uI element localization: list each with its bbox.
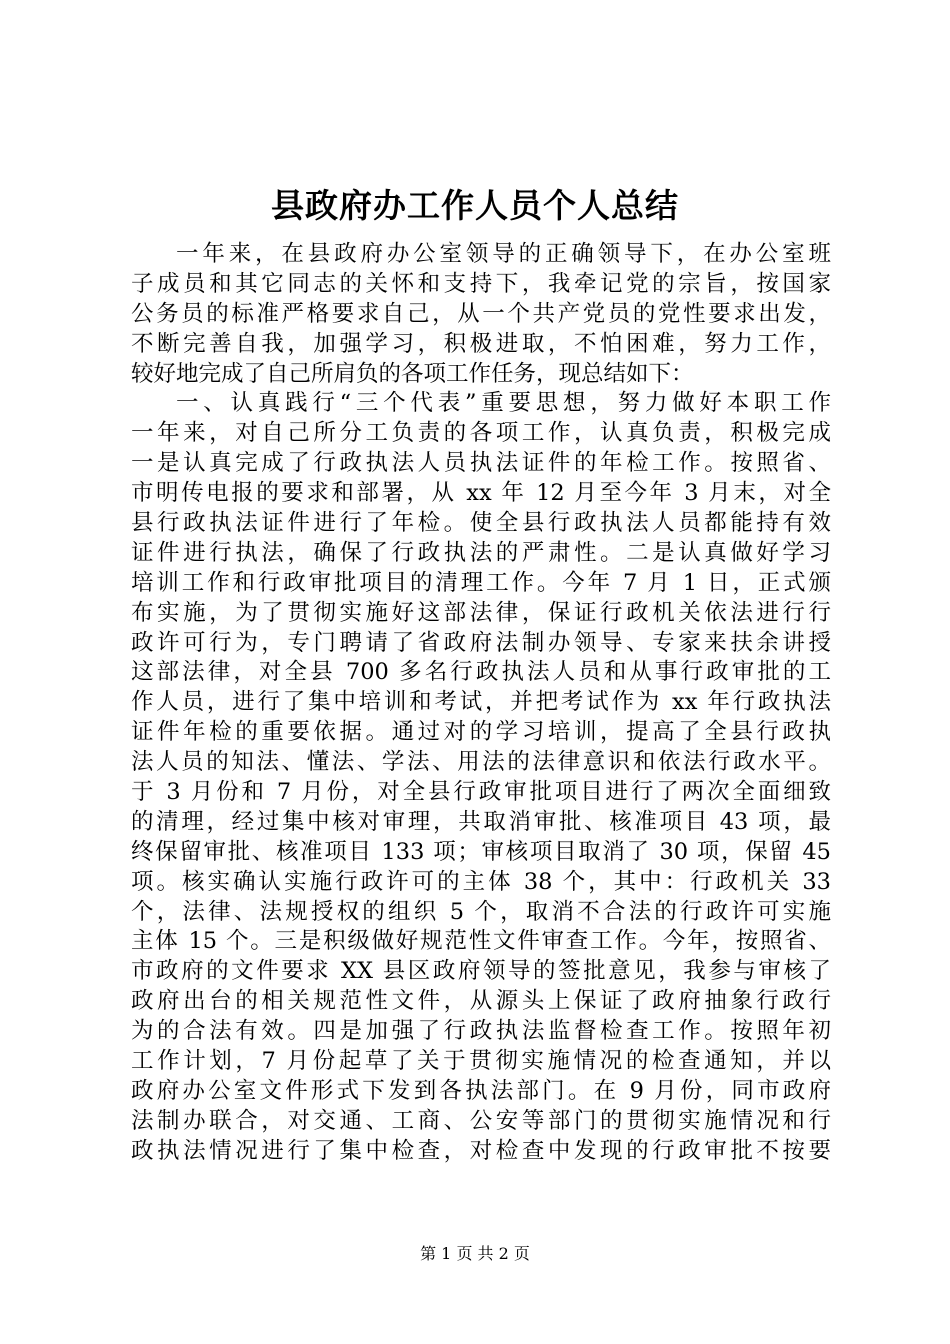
body-line: 政许可行为，专门聘请了省政府法制办领导、专家来扶余讲授 bbox=[131, 629, 831, 656]
body-line: 项。核实确认实施行政许可的主体 38 个，其中：行政机关 33 bbox=[131, 868, 831, 895]
body-line: 终保留审批、核准项目 133 项；审核项目取消了 30 项，保留 45 bbox=[131, 838, 831, 865]
body-line: 县行政执法证件进行了年检。使全县行政执法人员都能持有效 bbox=[131, 510, 831, 537]
body-line: 的清理，经过集中核对审理，共取消审批、核准项目 43 项，最 bbox=[131, 808, 831, 835]
body-line: 市明传电报的要求和部署，从 xx 年 12 月至今年 3 月末，对全 bbox=[131, 480, 831, 507]
body-line: 为的合法有效。四是加强了行政执法监督检查工作。按照年初 bbox=[131, 1018, 831, 1045]
body-line: 这部法律，对全县 700 多名行政执法人员和从事行政审批的工 bbox=[131, 659, 831, 686]
body-line: 证件进行执法，确保了行政执法的严肃性。二是认真做好学习 bbox=[131, 539, 831, 566]
page-number-footer: 第 1 页 共 2 页 bbox=[420, 1244, 530, 1263]
body-line: 布实施，为了贯彻实施好这部法律，保证行政机关依法进行行 bbox=[131, 599, 831, 626]
body-line: 政执法情况进行了集中检查，对检查中发现的行政审批不按要 bbox=[131, 1137, 831, 1164]
document-body bbox=[131, 240, 831, 1167]
body-line: 较好地完成了自己所肩负的各项工作任务，现总结如下： bbox=[131, 360, 694, 387]
body-line: 公务员的标准严格要求自己，从一个共产党员的党性要求出发， bbox=[131, 300, 831, 327]
body-line: 于 3 月份和 7 月份，对全县行政审批项目进行了两次全面细致 bbox=[131, 779, 831, 806]
body-line: 培训工作和行政审批项目的清理工作。今年 7 月 1 日，正式颁 bbox=[131, 569, 831, 596]
document-title: 县政府办工作人员个人总结 bbox=[271, 186, 679, 225]
body-line: 市政府的文件要求 XX 县区政府领导的签批意见，我参与审核了 bbox=[131, 958, 831, 985]
body-line: 主体 15 个。三是积级做好规范性文件审查工作。今年，按照省、 bbox=[131, 928, 831, 955]
body-line: 一是认真完成了行政执法人员执法证件的年检工作。按照省、 bbox=[131, 450, 831, 477]
body-line: 不断完善自我，加强学习，积极进取，不怕困难，努力工作， bbox=[131, 330, 831, 357]
body-line: 作人员，进行了集中培训和考试，并把考试作为 xx 年行政执法 bbox=[131, 689, 831, 716]
body-line: 一年来，对自己所分工负责的各项工作，认真负责，积极完成 bbox=[131, 420, 831, 447]
body-line: 政府出台的相关规范性文件，从源头上保证了政府抽象行政行 bbox=[131, 988, 831, 1015]
body-line: 法制办联合，对交通、工商、公安等部门的贯彻实施情况和行 bbox=[131, 1107, 831, 1134]
body-line: 政府办公室文件形式下发到各执法部门。在 9 月份，同市政府 bbox=[131, 1077, 831, 1104]
body-line: 一年来，在县政府办公室领导的正确领导下，在办公室班 bbox=[176, 241, 831, 267]
body-line: 个，法律、法规授权的组织 5 个，取消不合法的行政许可实施 bbox=[131, 898, 831, 925]
body-line: 证件年检的重要依据。通过对的学习培训，提高了全县行政执 bbox=[131, 719, 831, 746]
body-line: 法人员的知法、懂法、学法、用法的法律意识和依法行政水平。 bbox=[131, 749, 831, 776]
body-line: 子成员和其它同志的关怀和支持下，我牵记党的宗旨，按国家 bbox=[131, 270, 831, 297]
section-heading: 一、认真践行“三个代表”重要思想，努力做好本职工作 bbox=[176, 390, 831, 417]
body-line: 工作计划，7 月份起草了关于贯彻实施情况的检查通知，并以 bbox=[131, 1048, 831, 1075]
